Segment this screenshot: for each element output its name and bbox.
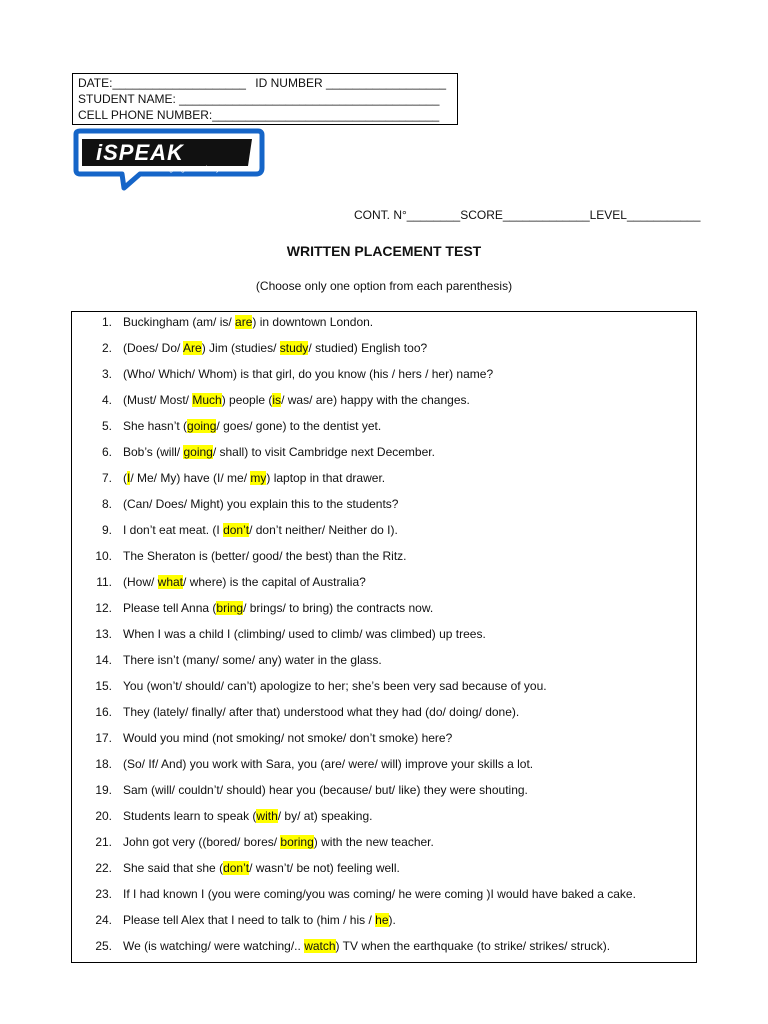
question-text bbox=[123, 885, 636, 903]
question-item bbox=[72, 417, 696, 443]
highlighted-answer: with bbox=[256, 809, 278, 823]
question-item bbox=[72, 469, 696, 495]
score-line: CONT. N°________SCORE_____________LEVEL___________ bbox=[354, 208, 701, 222]
instructions: (Choose only one option from each parenthesis) bbox=[255, 279, 513, 293]
highlighted-answer: is bbox=[272, 393, 282, 407]
date-field[interactable]: DATE:____________________ bbox=[78, 76, 246, 90]
question-text bbox=[123, 729, 452, 747]
question-text bbox=[123, 339, 427, 357]
question-number: 9. bbox=[101, 523, 112, 537]
question-number: 23. bbox=[95, 887, 112, 901]
question-item bbox=[72, 547, 696, 573]
question-number: 12. bbox=[95, 601, 112, 615]
question-text bbox=[123, 651, 382, 669]
question-text-segment: / don’t neither/ Neither do I). bbox=[249, 523, 398, 537]
question-item bbox=[72, 885, 696, 911]
question-text bbox=[123, 937, 610, 955]
logo-subtext: Language Academy bbox=[158, 166, 221, 173]
question-text bbox=[123, 599, 433, 617]
question-number: 18. bbox=[95, 757, 112, 771]
question-item bbox=[72, 677, 696, 703]
question-text bbox=[123, 365, 493, 383]
question-text-segment: (Who/ Which/ Whom) is that girl, do you know (his / hers / her) name? bbox=[123, 367, 494, 381]
question-text-segment: When I was a child I (climbing/ used to climb/ was climbed) up trees. bbox=[123, 627, 486, 641]
question-item bbox=[72, 625, 696, 651]
question-text bbox=[123, 807, 372, 825]
question-number: 19. bbox=[95, 783, 112, 797]
question-text bbox=[123, 625, 486, 643]
question-text-segment: (So/ If/ And) you work with Sara, you (are/ were/ will) improve your skills a lot. bbox=[123, 757, 534, 771]
question-text-segment: She hasn’t ( bbox=[123, 419, 188, 433]
question-text bbox=[123, 781, 528, 799]
question-text-segment: You (won’t/ should/ can’t) apologize to her; she’s been very sad because of you. bbox=[123, 679, 547, 693]
id-number-field[interactable]: ID NUMBER __________________ bbox=[255, 76, 447, 90]
highlighted-answer: Are bbox=[183, 341, 202, 355]
question-text-segment: We (is watching/ were watching/.. bbox=[123, 939, 305, 953]
highlighted-answer: my bbox=[250, 471, 267, 485]
question-text bbox=[123, 469, 385, 487]
highlighted-answer: are bbox=[235, 315, 253, 329]
question-number: 16. bbox=[95, 705, 112, 719]
question-text-segment: She said that she ( bbox=[123, 861, 224, 875]
question-text-segment: / was/ are) happy with the changes. bbox=[281, 393, 470, 407]
highlighted-answer: Much bbox=[192, 393, 222, 407]
question-text-segment: (Does/ Do/ bbox=[123, 341, 184, 355]
question-text bbox=[123, 755, 533, 773]
question-text-segment: / wasn’t/ be not) feeling well. bbox=[249, 861, 400, 875]
question-list bbox=[72, 312, 696, 963]
question-item bbox=[72, 365, 696, 391]
question-text-segment: (Can/ Does/ Might) you explain this to the students? bbox=[123, 497, 399, 511]
question-number: 11. bbox=[96, 575, 112, 589]
highlighted-answer: don’t bbox=[223, 861, 250, 875]
question-box bbox=[71, 311, 697, 963]
question-number: 14. bbox=[95, 653, 112, 667]
question-text bbox=[123, 677, 547, 695]
question-number: 13. bbox=[95, 627, 112, 641]
question-text-segment: ) laptop in that drawer. bbox=[266, 471, 386, 485]
ispeak-logo bbox=[70, 128, 266, 192]
question-item bbox=[72, 859, 696, 885]
question-text bbox=[123, 417, 381, 435]
question-item bbox=[72, 573, 696, 599]
question-text-segment: I don’t eat meat. (I bbox=[123, 523, 224, 537]
question-text-segment: ) Jim (studies/ bbox=[201, 341, 280, 355]
question-text-segment: Please tell Alex that I need to talk to (him / his / bbox=[123, 913, 376, 927]
question-number: 5. bbox=[101, 419, 112, 433]
question-item bbox=[72, 599, 696, 625]
question-item bbox=[72, 703, 696, 729]
question-number: 1. bbox=[101, 315, 112, 329]
question-item bbox=[72, 313, 696, 339]
question-text-segment: There isn’t (many/ some/ any) water in the glass. bbox=[123, 653, 382, 667]
question-text-segment: / by/ at) speaking. bbox=[277, 809, 373, 823]
question-text bbox=[123, 833, 434, 851]
question-number: 10. bbox=[95, 549, 112, 563]
question-text-segment: Buckingham (am/ is/ bbox=[123, 315, 236, 329]
question-text-segment: Students learn to speak ( bbox=[123, 809, 257, 823]
question-text-segment: Bob’s (will/ bbox=[123, 445, 184, 459]
question-number: 21. bbox=[95, 835, 112, 849]
question-text-segment: / where) is the capital of Australia? bbox=[183, 575, 366, 589]
question-text-segment: / goes/ gone) to the dentist yet. bbox=[216, 419, 382, 433]
question-item bbox=[72, 833, 696, 859]
question-text bbox=[123, 859, 400, 877]
question-text-segment: Would you mind (not smoking/ not smoke/ don’t smoke) here? bbox=[123, 731, 453, 745]
question-text-segment: If I had known I (you were coming/you was coming/ he were coming )I would have baked a cake. bbox=[123, 887, 636, 901]
question-text-segment: Sam (will/ couldn’t/ should) hear you (because/ but/ like) they were shouting. bbox=[123, 783, 528, 797]
highlighted-answer: don’t bbox=[223, 523, 250, 537]
question-text-segment: / studied) English too? bbox=[308, 341, 428, 355]
question-text bbox=[123, 911, 396, 929]
question-text bbox=[123, 443, 435, 461]
question-text-segment: Please tell Anna ( bbox=[123, 601, 217, 615]
question-item bbox=[72, 521, 696, 547]
question-text-segment: ) in downtown London. bbox=[252, 315, 374, 329]
highlighted-answer: going bbox=[187, 419, 217, 433]
highlighted-answer: watch bbox=[304, 939, 336, 953]
question-number: 4. bbox=[101, 393, 112, 407]
question-text bbox=[123, 495, 398, 513]
question-text bbox=[123, 573, 366, 591]
question-text-segment: (How/ bbox=[123, 575, 158, 589]
highlighted-answer: bring bbox=[216, 601, 244, 615]
question-text-segment: / shall) to visit Cambridge next December. bbox=[212, 445, 435, 459]
question-item bbox=[72, 937, 696, 963]
question-number: 20. bbox=[95, 809, 112, 823]
question-number: 2. bbox=[101, 341, 112, 355]
highlighted-answer: study bbox=[279, 341, 309, 355]
question-text-segment: / Me/ My) have (I/ me/ bbox=[130, 471, 251, 485]
question-number: 17. bbox=[95, 731, 112, 745]
question-number: 15. bbox=[95, 679, 112, 693]
question-number: 3. bbox=[101, 367, 112, 381]
question-text bbox=[123, 313, 373, 331]
cell-phone-field[interactable]: CELL PHONE NUMBER:__________________________________ bbox=[78, 108, 440, 122]
question-number: 22. bbox=[95, 861, 112, 875]
logo-wordmark: iSPEAK bbox=[96, 140, 184, 165]
question-item bbox=[72, 495, 696, 521]
question-number: 6. bbox=[101, 445, 112, 459]
question-text-segment: ) TV when the earthquake (to strike/ strikes/ struck). bbox=[335, 939, 611, 953]
question-text-segment: ) people ( bbox=[221, 393, 273, 407]
question-text-segment: ) with the new teacher. bbox=[313, 835, 434, 849]
student-name-field[interactable]: STUDENT NAME: _______________________________________ bbox=[78, 92, 440, 106]
date-id-line bbox=[78, 75, 457, 91]
page-title: WRITTEN PLACEMENT TEST bbox=[286, 243, 482, 259]
question-number: 7. bbox=[101, 471, 112, 485]
question-item bbox=[72, 755, 696, 781]
question-number: 8. bbox=[101, 497, 112, 511]
question-number: 24. bbox=[95, 913, 112, 927]
question-number: 25. bbox=[95, 939, 112, 953]
question-text-segment: John got very ((bored/ bores/ bbox=[123, 835, 281, 849]
question-text-segment: ). bbox=[388, 913, 396, 927]
question-item bbox=[72, 911, 696, 937]
highlighted-answer: what bbox=[157, 575, 184, 589]
highlighted-answer: I bbox=[127, 471, 131, 485]
question-text-segment: / brings/ to bring) the contracts now. bbox=[243, 601, 434, 615]
question-text bbox=[123, 391, 470, 409]
question-item bbox=[72, 339, 696, 365]
question-text bbox=[123, 547, 407, 565]
question-text-segment: (Must/ Most/ bbox=[123, 393, 193, 407]
question-item bbox=[72, 651, 696, 677]
question-text-segment: The Sheraton is (better/ good/ the best) than the Ritz. bbox=[123, 549, 407, 563]
question-item bbox=[72, 781, 696, 807]
highlighted-answer: boring bbox=[280, 835, 314, 849]
question-text bbox=[123, 521, 398, 539]
question-item bbox=[72, 443, 696, 469]
question-item bbox=[72, 391, 696, 417]
question-item bbox=[72, 807, 696, 833]
question-item bbox=[72, 729, 696, 755]
highlighted-answer: going bbox=[183, 445, 213, 459]
question-text-segment: They (lately/ finally/ after that) understood what they had (do/ doing/ done). bbox=[123, 705, 520, 719]
highlighted-answer: he bbox=[375, 913, 389, 927]
question-text-segment: ( bbox=[123, 471, 127, 485]
student-info-box bbox=[72, 73, 458, 125]
question-text bbox=[123, 703, 519, 721]
